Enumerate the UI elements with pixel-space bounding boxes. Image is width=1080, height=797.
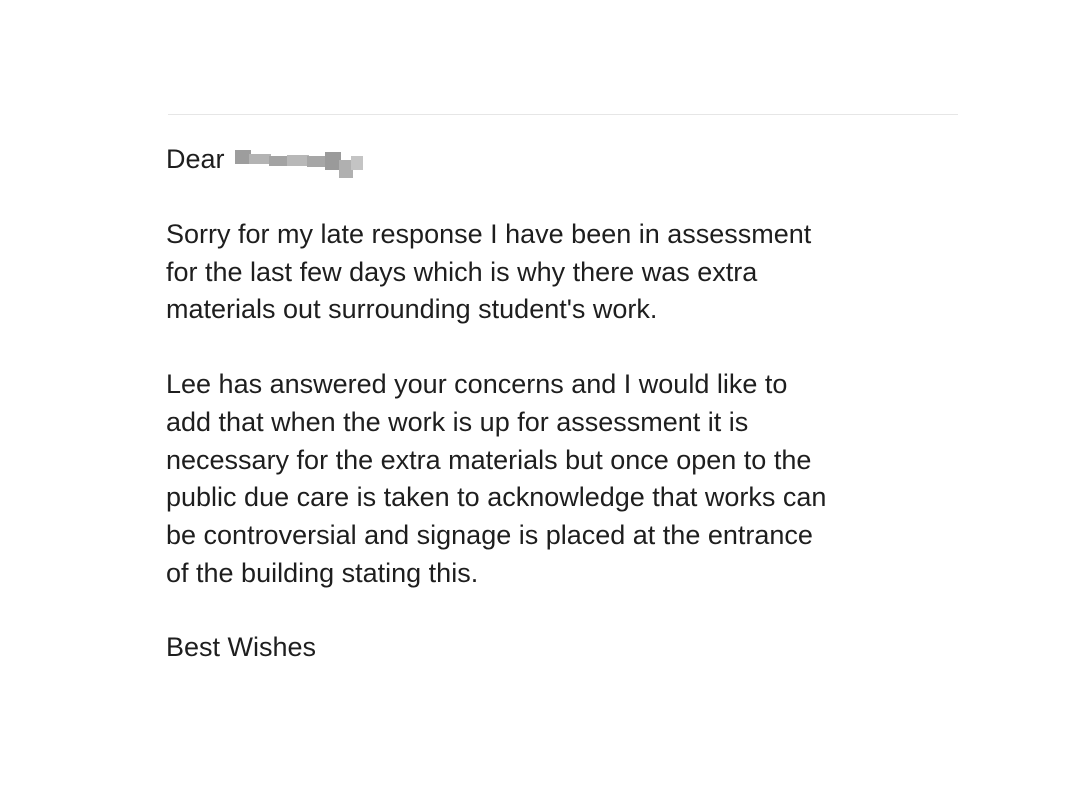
paragraph-line: Sorry for my late response I have been in assessment (166, 219, 812, 249)
paragraph-2 (166, 366, 966, 592)
salutation: Dear (166, 144, 225, 175)
paragraph-line: be controversial and signage is placed at the entrance (166, 519, 813, 550)
paragraph-line: Lee has answered your concerns and I would like to (166, 369, 788, 400)
paragraph-1 (166, 216, 966, 329)
redacted-name (235, 144, 363, 180)
paragraph-line: add that when the work is up for assessment it is (166, 406, 749, 437)
email-body (166, 141, 966, 667)
header-divider (168, 114, 958, 115)
paragraph-line: public due care is taken to acknowledge that works can (166, 482, 827, 513)
paragraph-line: of the building stating this. (166, 557, 479, 588)
greeting (166, 141, 966, 179)
paragraph-line: for the last few days which is why there was extra (166, 256, 758, 287)
paragraph-line: materials out surrounding student's work. (166, 294, 658, 325)
signoff: Best Wishes (166, 632, 317, 663)
paragraph-line: necessary for the extra materials but once open to the (166, 444, 812, 475)
